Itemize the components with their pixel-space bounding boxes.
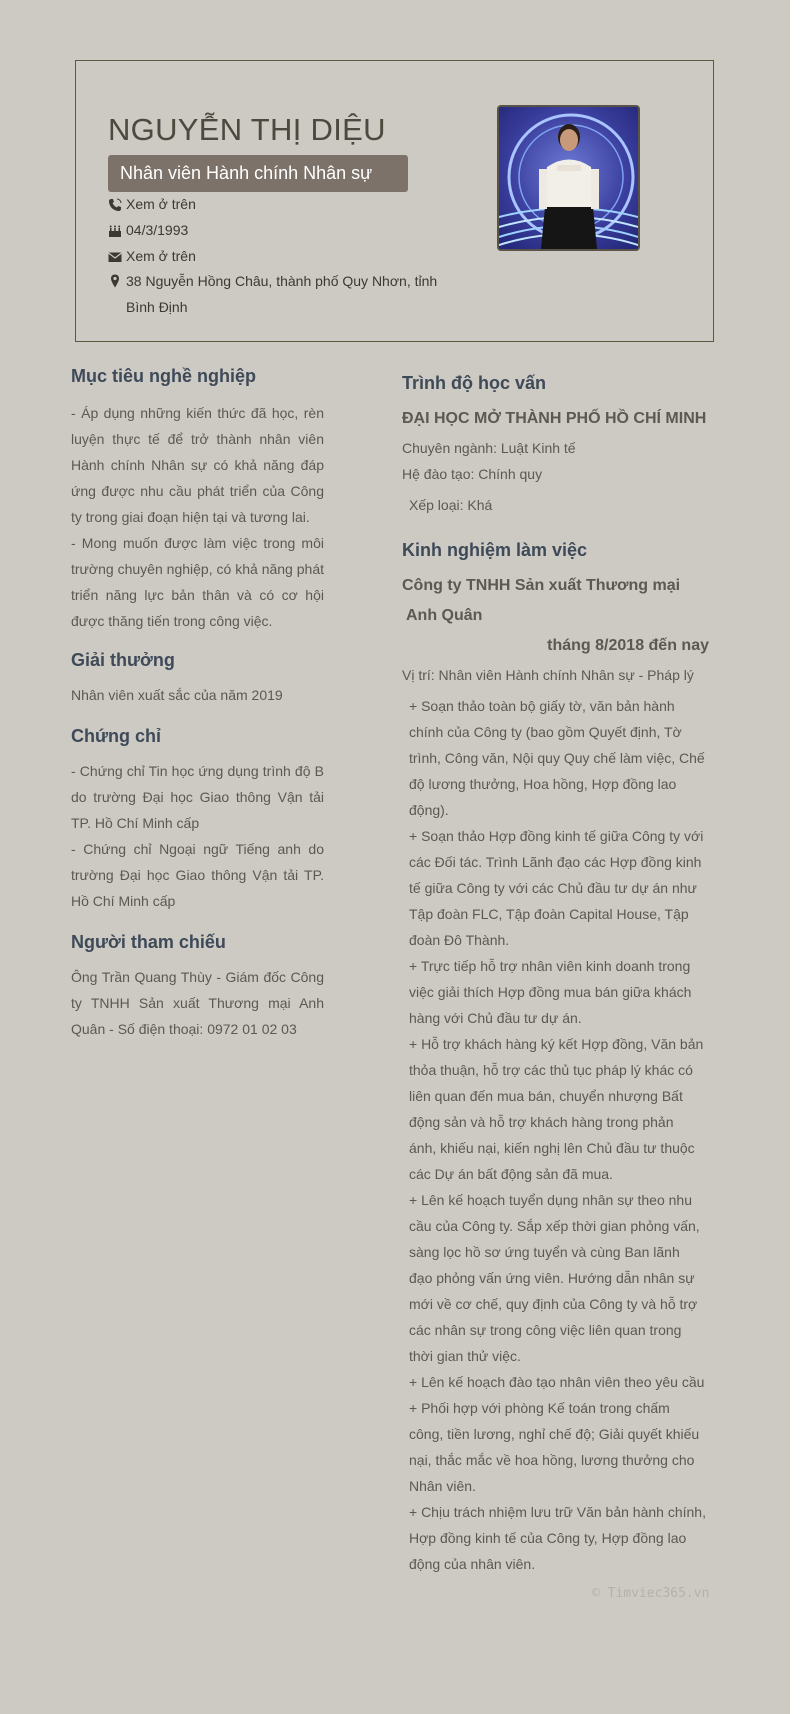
education-grade: Xếp loại: Khá <box>409 497 493 513</box>
contact-phone <box>108 196 196 212</box>
certificate-line: Hồ Chí Minh cấp <box>71 893 176 909</box>
certificate-line: do trường Đại học Giao thông Vận tải <box>71 789 324 805</box>
awards-title: Giải thưởng <box>71 650 175 670</box>
work-role: Vị trí: Nhân viên Hành chính Nhân sự - Pháp lý <box>402 667 694 683</box>
address-text <box>126 268 437 320</box>
experience-title: Kinh nghiệm làm việc <box>402 540 588 560</box>
objective-line: trường chuyên nghiệp, có khả năng phát <box>71 561 324 577</box>
duty-line: + Chịu trách nhiệm lưu trữ Văn bản hành chính, <box>409 1504 706 1520</box>
company-name: Công ty TNHH Sản xuất Thương mại <box>402 577 681 594</box>
duty-line: liên quan đến mua bán, chuyển nhượng Bất <box>409 1088 683 1104</box>
duty-line: hàng với Chủ đầu tư dự án. <box>409 1010 582 1026</box>
phone-icon <box>108 198 122 212</box>
contact-birthday <box>108 222 188 238</box>
objective-line: - Áp dụng những kiến thức đã học, rèn <box>71 405 324 421</box>
objective-title: Mục tiêu nghề nghiệp <box>71 366 256 386</box>
duty-line: động sản và hỗ trợ khách hàng trong phản <box>409 1114 674 1130</box>
duty-line: đạo phỏng vấn ứng viên. Hướng dẫn nhân sự <box>409 1270 695 1286</box>
duty-line: đoàn Đô Thành. <box>409 932 510 948</box>
contact-address <box>108 274 437 320</box>
reference-line: Quân - Số điện thoại: 0972 01 02 03 <box>71 1021 297 1037</box>
envelope-icon <box>108 250 122 264</box>
certificate-line: TP. Hồ Chí Minh cấp <box>71 815 200 831</box>
address-line: 38 Nguyễn Hồng Châu, thành phố Quy Nhơn, tỉnh <box>126 273 438 289</box>
work-period: tháng 8/2018 đến nay <box>547 637 709 654</box>
duty-line: ánh, khiếu nại, kiến nghị lên Chủ đầu tư thuộc <box>409 1140 695 1156</box>
map-marker-icon <box>108 274 122 288</box>
certificate-line: - Chứng chỉ Tin học ứng dụng trình độ B <box>71 763 324 779</box>
profile-photo <box>497 105 640 251</box>
duty-line: các nhân sự trong công việc liên quan trong <box>409 1322 682 1338</box>
birthday-value: 04/3/1993 <box>126 222 189 238</box>
duty-line: + Soạn thảo Hợp đồng kinh tế giữa Công ty với <box>409 828 704 844</box>
duty-line: Tập đoàn FLC, Tập đoàn Capital House, Tập <box>409 906 689 922</box>
address-line: Bình Định <box>126 299 188 315</box>
objective-line: ty trong giai đoạn hiện tại và tương lai. <box>71 509 310 525</box>
contact-email <box>108 248 196 264</box>
duty-line: mới về cơ chế, quy định của Công ty và hỗ trợ <box>409 1296 698 1312</box>
references-title: Người tham chiếu <box>71 932 226 952</box>
duty-line: động). <box>409 802 449 818</box>
watermark: © Timviec365.vn <box>592 1586 710 1601</box>
awards-text: Nhân viên xuất sắc của năm 2019 <box>71 687 283 703</box>
education-mode: Hệ đào tạo: Chính quy <box>402 466 543 482</box>
email-value: Xem ở trên <box>126 248 196 264</box>
duty-line: Nhân viên. <box>409 1478 476 1494</box>
duty-line: + Trực tiếp hỗ trợ nhân viên kinh doanh trong <box>409 958 691 974</box>
objective-line: - Mong muốn được làm việc trong môi <box>71 535 324 551</box>
job-title: Nhân viên Hành chính Nhân sự <box>108 155 408 192</box>
duty-line: các Dự án bất động sản đã mua. <box>409 1166 613 1182</box>
duty-line: chính của Công ty (bao gồm Quyết định, Tờ <box>409 724 682 740</box>
duty-line: sàng lọc hồ sơ ứng tuyển và cùng Ban lãnh <box>409 1244 680 1260</box>
objective-line: luyện thực tế để trở thành nhân viên <box>71 431 324 447</box>
certificate-line: - Chứng chỉ Ngoại ngữ Tiếng anh do <box>71 841 324 857</box>
candidate-name: NGUYỄN THỊ DIỆU <box>108 112 386 147</box>
objective-line: triển năng lực bản thân và có cơ hội <box>71 587 324 603</box>
duty-line: + Soạn thảo toàn bộ giấy tờ, văn bản hành <box>409 698 675 714</box>
certificate-line: trường Đại học Giao thông Vận tải TP. <box>71 867 324 883</box>
education-major: Chuyên ngành: Luật Kinh tế <box>402 440 576 456</box>
duty-line: cầu của Công ty. Sắp xếp thời gian phỏng vấn, <box>409 1218 700 1234</box>
duty-line: động của nhân viên. <box>409 1556 536 1572</box>
duty-line: các Đối tác. Trình Lãnh đạo các Hợp đồng kinh <box>409 854 702 870</box>
duty-line: + Phối hợp với phòng Kế toán trong chấm <box>409 1400 670 1416</box>
objective-line: được thăng tiến trong công việc. <box>71 613 273 629</box>
certificates-title: Chứng chỉ <box>71 726 162 746</box>
duty-line: thỏa thuận, hỗ trợ các thủ tục pháp lý khác có <box>409 1062 693 1078</box>
duty-line: việc giải thích Hợp đồng mua bán giữa khách <box>409 984 692 1000</box>
phone-value: Xem ở trên <box>126 196 196 212</box>
reference-line: ty TNHH Sản xuất Thương mại Anh <box>71 995 324 1011</box>
duty-line: + Lên kế hoạch tuyển dụng nhân sự theo nhu <box>409 1192 692 1208</box>
education-school: ĐẠI HỌC MỞ THÀNH PHỐ HỒ CHÍ MINH <box>402 410 707 427</box>
certificates-text <box>71 758 324 914</box>
duty-line: + Hỗ trợ khách hàng ký kết Hợp đồng, Văn bản <box>409 1036 704 1052</box>
duty-line: độ lương thưởng, Hoa hồng, Hợp đồng lao <box>409 776 677 792</box>
references-text <box>71 964 324 1042</box>
portrait-image <box>499 107 638 249</box>
objective-text <box>71 400 324 634</box>
duty-line: thời gian thử việc. <box>409 1348 521 1364</box>
cake-icon <box>108 224 122 238</box>
duty-line: Hợp đồng kinh tế của Công ty, Hợp đồng lao <box>409 1530 687 1546</box>
objective-line: ứng được nhu cầu phát triển của Công <box>71 483 324 499</box>
duty-line: nại, thắc mắc về hoa hồng, lương thưởng cho <box>409 1452 695 1468</box>
duty-line: công, tiền lương, nghỉ chế độ; Giải quyết khiếu <box>409 1426 700 1442</box>
duty-line: + Lên kế hoạch đào tạo nhân viên theo yêu cầu <box>409 1374 705 1390</box>
education-title: Trình độ học vấn <box>402 373 547 393</box>
duty-line: trình, Công văn, Nội quy Quy chế làm việc, Chế <box>409 750 705 766</box>
duty-line: tế giữa Công ty với các Chủ đầu tư dự án như <box>409 880 697 896</box>
duties-list <box>409 693 709 1577</box>
company-name-cont: Anh Quân <box>406 607 483 624</box>
reference-line: Ông Trần Quang Thùy - Giám đốc Công <box>71 969 324 985</box>
objective-line: Hành chính Nhân sự có khả năng đáp <box>71 457 324 473</box>
